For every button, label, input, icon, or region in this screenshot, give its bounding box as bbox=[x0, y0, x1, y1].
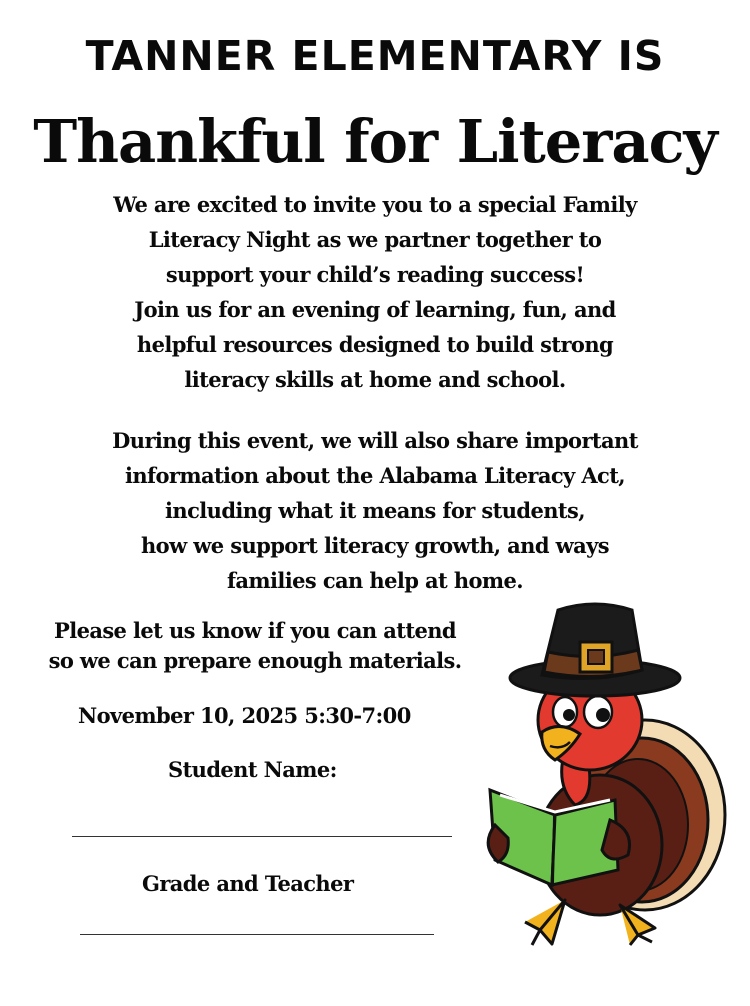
details-line: During this event, we will also share important bbox=[112, 428, 638, 453]
details-paragraph bbox=[0, 423, 750, 598]
details-line: families can help at home. bbox=[226, 568, 524, 593]
intro-line: We are excited to invite you to a special Family bbox=[113, 192, 637, 217]
details-line: including what it means for students, bbox=[165, 498, 585, 523]
header-title: Thankful for Literacy bbox=[33, 107, 717, 176]
intro-line: support your child’s reading success! bbox=[165, 262, 585, 287]
intro-line: Literacy Night as we partner together to bbox=[148, 227, 602, 252]
intro-paragraph bbox=[0, 187, 750, 397]
event-date-time: November 10, 2025 5:30-7:00 bbox=[78, 703, 411, 728]
grade-teacher-label: Grade and Teacher bbox=[142, 871, 354, 896]
student-name-label: Student Name: bbox=[168, 757, 337, 782]
rsvp-line: so we can prepare enough materials. bbox=[48, 648, 462, 673]
intro-line: helpful resources designed to build strong bbox=[136, 332, 614, 357]
details-line: how we support literacy growth, and ways bbox=[141, 533, 609, 558]
rsvp-line: Please let us know if you can attend bbox=[54, 618, 456, 643]
header-school-name: TANNER ELEMENTARY IS bbox=[85, 32, 665, 80]
student-name-blank bbox=[72, 836, 452, 837]
turkey-pilgrim-icon bbox=[470, 600, 730, 950]
intro-line: Join us for an evening of learning, fun, and bbox=[134, 297, 616, 322]
pilgrim-hat bbox=[510, 604, 680, 696]
grade-teacher-blank bbox=[80, 934, 434, 935]
rsvp-note bbox=[20, 616, 490, 676]
intro-line: literacy skills at home and school. bbox=[184, 367, 566, 392]
details-line: information about the Alabama Literacy Act, bbox=[124, 463, 626, 488]
